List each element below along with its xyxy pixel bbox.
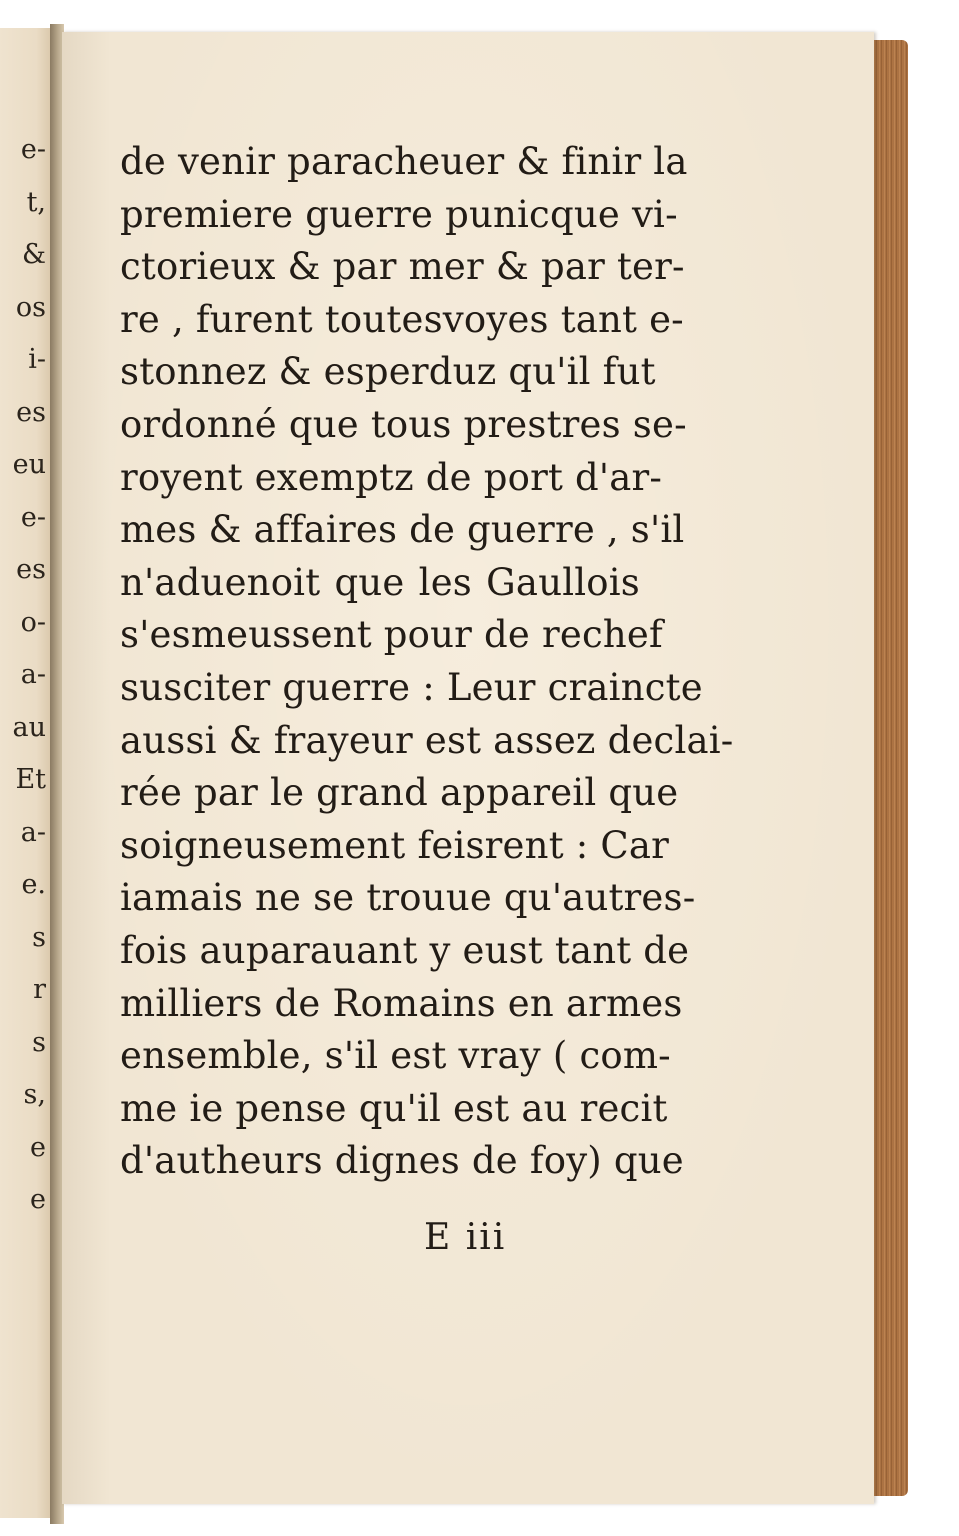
text-line: mes & affaires de guerre , s'il: [120, 508, 685, 552]
text-line: iamais ne se trouue qu'autres-: [120, 876, 696, 920]
left-fragment: i-: [28, 344, 46, 375]
left-fragment: e-: [20, 134, 46, 165]
left-fragment: es: [16, 554, 46, 585]
text-line: d'autheurs dignes de foy) que: [120, 1139, 684, 1183]
left-fragment: e.: [21, 869, 46, 900]
text-line: premiere guerre punicque vi-: [120, 192, 678, 236]
page-body-text: [120, 136, 734, 1188]
left-fragment: e: [30, 1184, 46, 1215]
page-fore-edge: [868, 40, 908, 1496]
text-line: soigneusement feisrent : Car: [120, 823, 670, 867]
left-facing-page: [0, 28, 52, 1518]
text-line: royent exemptz de port d'ar-: [120, 455, 663, 499]
text-line: s'esmeussent pour de rechef: [120, 613, 663, 657]
text-line: stonnez & esperduz qu'il fut: [120, 350, 656, 394]
text-line: ensemble, s'il est vray ( com-: [120, 1034, 671, 1078]
text-line: milliers de Romains en armes: [120, 981, 683, 1025]
text-line: n'aduenoit que les Gaullois: [120, 560, 640, 604]
left-fragment: a-: [20, 816, 46, 848]
left-fragment: es: [16, 396, 46, 428]
text-line: ordonné que tous prestres se-: [120, 402, 687, 446]
left-fragment: s,: [23, 1079, 46, 1110]
left-fragment: r: [33, 974, 46, 1005]
left-fragment: o-: [20, 606, 46, 638]
left-fragment: e: [30, 1131, 46, 1163]
left-fragment: os: [15, 291, 46, 323]
text-line: me ie pense qu'il est au recit: [120, 1086, 668, 1130]
left-fragment: s: [32, 921, 46, 953]
signature-mark: E iii: [424, 1217, 507, 1258]
left-fragment: Et: [15, 764, 46, 795]
left-fragment: au: [12, 711, 46, 743]
left-fragment: a-: [20, 659, 46, 690]
text-line: de venir paracheuer & finir la: [120, 140, 688, 183]
left-fragment: &: [21, 239, 46, 270]
text-line: susciter guerre : Leur craincte: [120, 665, 703, 709]
text-line: ctorieux & par mer & par ter-: [120, 245, 685, 289]
text-line: fois auparauant y eust tant de: [120, 928, 690, 972]
text-line: rée par le grand appareil que: [120, 771, 679, 815]
left-fragment: eu: [12, 449, 46, 480]
left-fragment: t,: [26, 186, 46, 218]
text-line: re , furent toutesvoyes tant e-: [120, 297, 684, 341]
left-fragment: e-: [20, 501, 46, 533]
left-page-text-fragments: [0, 124, 46, 1227]
text-line: aussi & frayeur est assez declai-: [120, 718, 734, 762]
left-fragment: s: [32, 1026, 46, 1058]
